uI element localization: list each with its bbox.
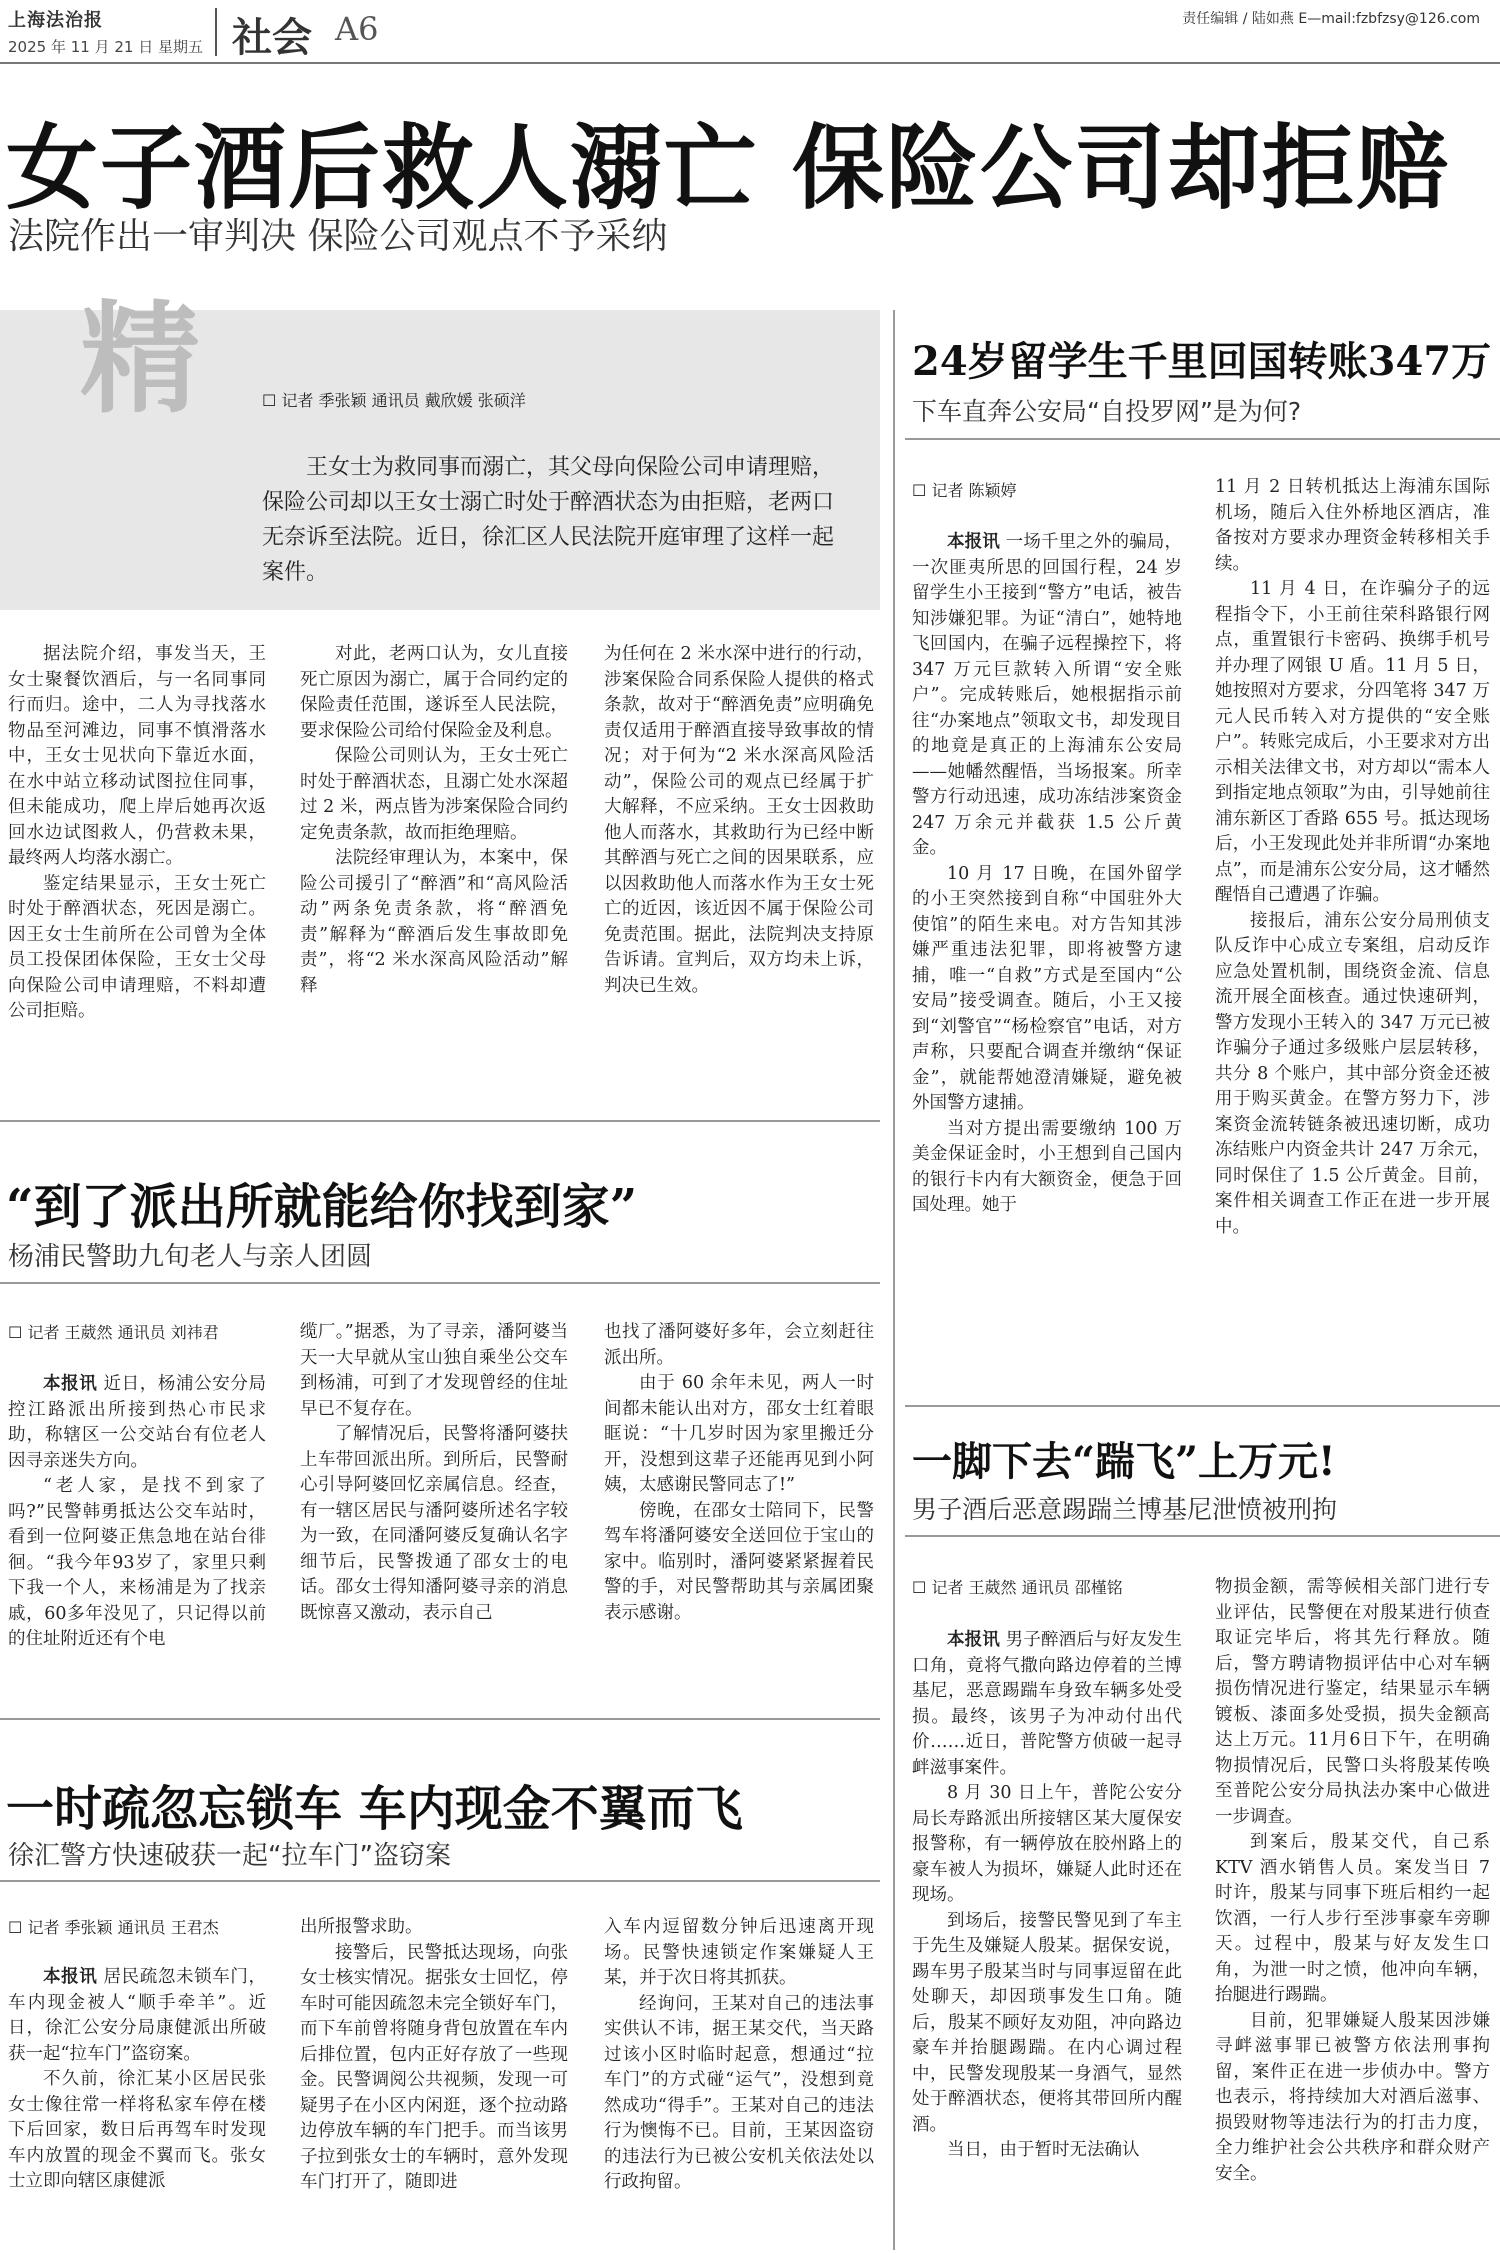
section-rule	[905, 1535, 1500, 1537]
story3-byline: ☐ 记者 王葳然 通讯员 刘祎君	[8, 1320, 219, 1343]
paragraph: 也找了潘阿婆好多年，会立刻赶往派出所。	[604, 1322, 874, 1368]
paragraph: 傍晚，在邵女士陪同下，民警驾车将潘阿婆安全送回位于宝山的家中。临别时，潘阿婆紧紧握着民警的手，对民警帮助其与亲属团聚表示感谢。	[604, 1500, 874, 1623]
column-divider	[893, 310, 895, 2250]
paragraph: 11 月 4 日，在诈骗分子的远程指令下，小王前往荣科路银行网点，重置银行卡密码、换绑手机号并办理了网银 U 盾。11 月 5 日，她按照对方要求，分四笔将 347 万元人民币转入对方提供的“安全账户”。转账完成后，小王要求对方出示相关法律文书，对方却以“需本人到指定地点领取”为由，引导她前往浦东新区丁香路 655 号。抵达现场后，小王发现此处并非所谓“办案地点”，而是浦东公安分局，这才幡然醒悟自己遭遇了诈骗。	[1215, 579, 1490, 905]
story5-column-3	[604, 1915, 874, 2245]
story2-byline: ☐ 记者 陈颖婷	[912, 478, 1017, 501]
story5-byline: ☐ 记者 季张颖 通讯员 王君杰	[8, 1915, 219, 1938]
featured-stamp: 精	[60, 295, 201, 415]
issue-date: 2025 年 11 月 21 日 星期五	[8, 38, 203, 56]
paragraph: 入车内逗留数分钟后迅速离开现场。民警快速锁定作案嫌疑人王某，并于次日将其抓获。	[604, 1917, 874, 1988]
lead-column-1	[8, 642, 266, 1082]
lead-headline: 女子酒后救人溺亡 保险公司却拒赔	[6, 114, 1451, 222]
section-name: 社会	[232, 15, 312, 61]
paragraph: 经询问，王某对自己的违法事实供认不讳，据王某交代，当天路过该小区时临时起意，想通过“拉车门”的方式碰“运气”，没想到竟然成功“得手”。王某对自己的违法行为懊悔不已。目前，王某因盗窃的违法行为已被公安机关依法处以行政拘留。	[604, 1993, 874, 2192]
paragraph: 对此，老两口认为，女儿直接死亡原因为溺亡，属于合同约定的保险责任范围，遂诉至人民法院，要求保险公司给付保险金及利息。	[300, 644, 568, 741]
paragraph: 了解情况后，民警将潘阿婆扶上车带回派出所。到所后，民警耐心引导阿婆回忆亲属信息。经查，有一辖区居民与潘阿婆所述名字较为一致，在同潘阿婆反复确认名字细节后，民警拨通了邵女士的电话。邵女士得知潘阿婆寻亲的消息既惊喜又激动，表示自己	[300, 1424, 568, 1623]
story3-subhead: 杨浦民警助九旬老人与亲人团圆	[8, 1242, 373, 1272]
lead-column-3	[604, 642, 874, 1082]
story4-column-1	[912, 1628, 1182, 2243]
lead-column-2	[300, 642, 568, 1082]
paragraph: 当日，由于暂时无法确认	[947, 2140, 1140, 2160]
paragraph: 男子醉酒后与好友发生口角，竟将气撒向路边停着的兰博基尼，恶意踢踹车身致车辆多处受损。最终，该男子为冲动付出代价……近日，普陀警方侦破一起寻衅滋事案件。	[912, 1630, 1182, 1778]
paragraph: 8 月 30 日上午，普陀公安分局长寿路派出所接辖区某大厦保安报警称，有一辆停放在胶州路上的豪车被人为损坏，嫌疑人此时还在现场。	[912, 1783, 1182, 1905]
paragraph: “老人家，是找不到家了吗?”民警韩勇抵达公交车站时，看到一位阿婆正焦急地在站台徘徊。“我今年93岁了，家里只剩下我一个人，来杨浦是为了找亲戚，60多年没见了，只记得以前的住址附近还有个电	[8, 1476, 266, 1649]
story4-column-2	[1215, 1575, 1490, 2243]
story3-headline: “到了派出所就能给你找到家”	[6, 1179, 638, 1235]
story4-byline: ☐ 记者 王葳然 通讯员 邵槿铭	[912, 1575, 1123, 1598]
paragraph: 近日，杨浦公安分局控江路派出所接到热心市民求助，称辖区一公交站台有位老人因寻亲迷失方向。	[8, 1374, 266, 1471]
paragraph: 目前，犯罪嫌疑人殷某因涉嫌寻衅滋事罪已被警方依法刑事拘留，案件正在进一步侦办中。警方也表示，将持续加大对酒后滋事、损毁财物等违法行为的打击力度，全力维护社会公共秩序和群众财产安全。	[1215, 2010, 1490, 2184]
section-rule	[0, 1880, 880, 1882]
section-rule	[0, 1718, 880, 1720]
story3-column-1	[8, 1372, 266, 1692]
paragraph: 据法院介绍，事发当天，王女士聚餐饮酒后，与一名同事同行而归。途中，二人为寻找落水物品至河滩边，同事不慎滑落水中，王女士见状向下靠近水面，在水中站立移动试图拉住同事，但未能成功，爬上岸后她再次返回水边试图救人，仍营救未果，最终两人均落水溺亡。	[8, 644, 266, 868]
story5-subhead: 徐汇警方快速破获一起“拉车门”盗窃案	[8, 1841, 451, 1871]
newspaper-logo: 上海法治报	[8, 10, 103, 31]
paragraph: 到场后，接警民警见到了车主于先生及嫌疑人殷某。据保安说，踢车男子殷某当时与同事逗留在此处聊天，却因琐事发生口角。随后，殷某不顾好友劝阻，冲向路边豪车并抬腿踢踹。在内心调过程中，民警发现殷某一身酒气，显然处于醉酒状态，便将其带回所内醒酒。	[912, 1910, 1182, 2135]
section-rule	[905, 438, 1500, 440]
dateline: 本报讯	[43, 1967, 98, 1987]
story2-headline: 24岁留学生千里回国转账347万	[912, 338, 1492, 385]
paragraph: 物损金额，需等候相关部门进行专业评估，民警便在对殷某进行侦查取证完毕后，将其先行释放。随后，警方聘请物损评估中心对车辆损伤情况进行鉴定，结果显示车辆镀板、漆面多处受损，损失金额高达上万元。11月6日下午，在明确物损情况后，民警口头将殷某传唤至普陀公安分局执法办案中心做进一步调查。	[1215, 1577, 1490, 1827]
lead-subhead: 法院作出一审判决 保险公司观点不予采纳	[8, 216, 668, 257]
story2-column-1	[912, 530, 1182, 1355]
paragraph: 一场千里之外的骗局，一次匪夷所思的回国行程，24 岁留学生小王接到“警方”电话，被告知涉嫌犯罪。为证“清白”，她特地飞回国内，在骗子远程操控下，将 347 万元巨款转入所谓“安全账户”。完成转账后，她根据指示前往“办案地点”领取文书，却发现目的地竟是真正的上海浦东公安局——她幡然醒悟，当场报案。所幸警方行动迅速，成功冻结涉案资金 247 万余元并截获 1.5 公斤黄金。	[912, 532, 1182, 858]
story4-headline: 一脚下去“踹飞”上万元!	[912, 1438, 1336, 1485]
story5-headline: 一时疏忽忘锁车 车内现金不翼而飞	[6, 1781, 743, 1837]
paragraph: 10 月 17 日晚，在国外留学的小王突然接到自称“中国驻外大使馆”的陌生来电。对方告知其涉嫌严重违法犯罪，即将被警方逮捕，唯一“自救”方式是至国内“公安局”接受调查。随后，小王又接到“刘警官”“杨检察官”电话，对方声称，只要配合调查并缴纳“保证金”，就能帮她澄清嫌疑，避免被外国警方逮捕。	[912, 863, 1182, 1113]
paragraph: 接报后，浦东公安分局刑侦支队反诈中心成立专案组，启动反诈应急处置机制，围绕资金流、信息流开展全面核查。通过快速研判，警方发现小王转入的 347 万元已被诈骗分子通过多级账户层层转移，共分 8 个账户，其中部分资金还被用于购买黄金。在警方努力下，涉案资金流转链条被迅速切断，成功冻结账户内资金共计 247 万余元，同时保住了 1.5 公斤黄金。目前，案件相关调查工作正在进一步开展中。	[1215, 910, 1490, 1237]
page-number: A6	[335, 10, 379, 48]
dateline: 本报讯	[947, 532, 1000, 552]
paragraph: 不久前，徐汇某小区居民张女士像往常一样将私家车停在楼下后回家，数日后再驾车时发现车内放置的现金不翼而飞。张女士立即向辖区康健派	[8, 2069, 266, 2191]
paragraph: 鉴定结果显示，王女士死亡时处于醉酒状态，死因是溺亡。因王女士生前所在公司曾为全体员工投保团体保险，王女士父母向保险公司申请理赔，不料却遭公司拒赔。	[8, 873, 266, 1021]
dateline: 本报讯	[947, 1630, 1000, 1650]
masthead-rule	[0, 62, 1500, 64]
section-rule	[905, 1405, 1500, 1407]
section-rule	[0, 1120, 880, 1122]
paragraph: 保险公司则认为，王女士死亡时处于醉酒状态，且溺亡处水深超过 2 米，两点皆为涉案保险合同约定免责条款，故而拒绝理赔。	[300, 746, 568, 843]
paragraph: 到案后，殷某交代，自己系 KTV 酒水销售人员。案发当日 7 时许，殷某与同事下班后相约一起饮酒，一行人步行至涉事豪车旁聊天。过程中，殷某与好友发生口角，为泄一时之愤，他冲向车辆，抬腿进行踢踹。	[1215, 1832, 1490, 2005]
paragraph: 由于 60 余年未见，两人一时间都未能认出对方，邵女士红着眼眶说：“十几岁时因为家里搬迁分开，没想到这辈子还能再见到小阿姨，太感谢民警同志了!”	[604, 1373, 874, 1495]
story3-column-2	[300, 1320, 568, 1692]
paragraph: 居民疏忽未锁车门，车内现金被人“顺手牵羊”。近日，徐汇公安分局康健派出所破获一起“拉车门”盗窃案。	[8, 1967, 266, 2064]
story5-column-2	[300, 1915, 568, 2245]
paragraph: 法院经审理认为，本案中，保险公司援引了“醉酒”和“高风险活动”两条免责条款，将“醉酒免责”解释为“醉酒后发生事故即免责”，将“2 米水深高风险活动”解释	[300, 848, 568, 996]
lead-summary: 王女士为救同事而溺亡，其父母向保险公司申请理赔，保险公司却以王女士溺亡时处于醉酒状态为由拒赔，老两口无奈诉至法院。近日，徐汇区人民法院开庭审理了这样一起案件。	[262, 455, 835, 585]
paragraph: 当对方提出需要缴纳 100 万美金保证金时，小王想到自己国内的银行卡内有大额资金，便急于回国处理。她于	[912, 1118, 1182, 1215]
story4-subhead: 男子酒后恶意踢踹兰博基尼泄愤被刑拘	[912, 1495, 1338, 1524]
dateline: 本报讯	[43, 1374, 98, 1394]
paragraph: 出所报警求助。	[300, 1917, 423, 1937]
paragraph: 11 月 2 日转机抵达上海浦东国际机场，随后入住外桥地区酒店，准备按对方要求办理资金转移相关手续。	[1215, 477, 1490, 574]
story3-column-3	[604, 1320, 874, 1692]
paragraph: 为任何在 2 米水深中进行的行动，涉案保险合同系保险人提供的格式条款，故对于“醉酒免责”应明确免责仅适用于醉酒直接导致事故的情况；对于何为“2 米水深高风险活动”，保险公司的观点已经属于扩大解释，不应采纳。王女士因救助他人而落水，其救助行为已经中断其醉酒与死亡之间的因果联系，应以因救助他人而落水作为王女士死亡的近因，该近因不属于保险公司免责范围。据此，法院判决支持原告诉请。宣判后，双方均未上诉，判决已生效。	[604, 644, 874, 996]
story2-subhead: 下车直奔公安局“自投罗网”是为何?	[912, 397, 1302, 426]
section-rule	[0, 1282, 880, 1284]
masthead-divider	[215, 8, 217, 56]
lead-byline: ☐ 记者 季张颖 通讯员 戴欣媛 张硕洋	[262, 388, 526, 411]
paragraph: 接警后，民警抵达现场，向张女士核实情况。据张女士回忆，停车时可能因疏忽未完全锁好车门，而下车前曾将随身背包放置在车内后排位置，包内正好存放了一些现金。民警调阅公共视频，发现一可疑男子在小区内闲逛，逐个拉动路边停放车辆的车门把手。而当该男子拉到张女士的车辆时，意外发现车门打开了，随即进	[300, 1942, 568, 2192]
story2-column-2	[1215, 475, 1490, 1355]
editor-credit: 责任编辑 / 陆如燕 E—mail:fzbfzsy@126.com	[1182, 11, 1480, 27]
story5-column-1	[8, 1965, 266, 2245]
paragraph: 缆厂。”据悉，为了寻亲，潘阿婆当天一大早就从宝山独自乘坐公交车到杨浦，可到了才发现曾经的住址早已不复存在。	[300, 1322, 568, 1419]
